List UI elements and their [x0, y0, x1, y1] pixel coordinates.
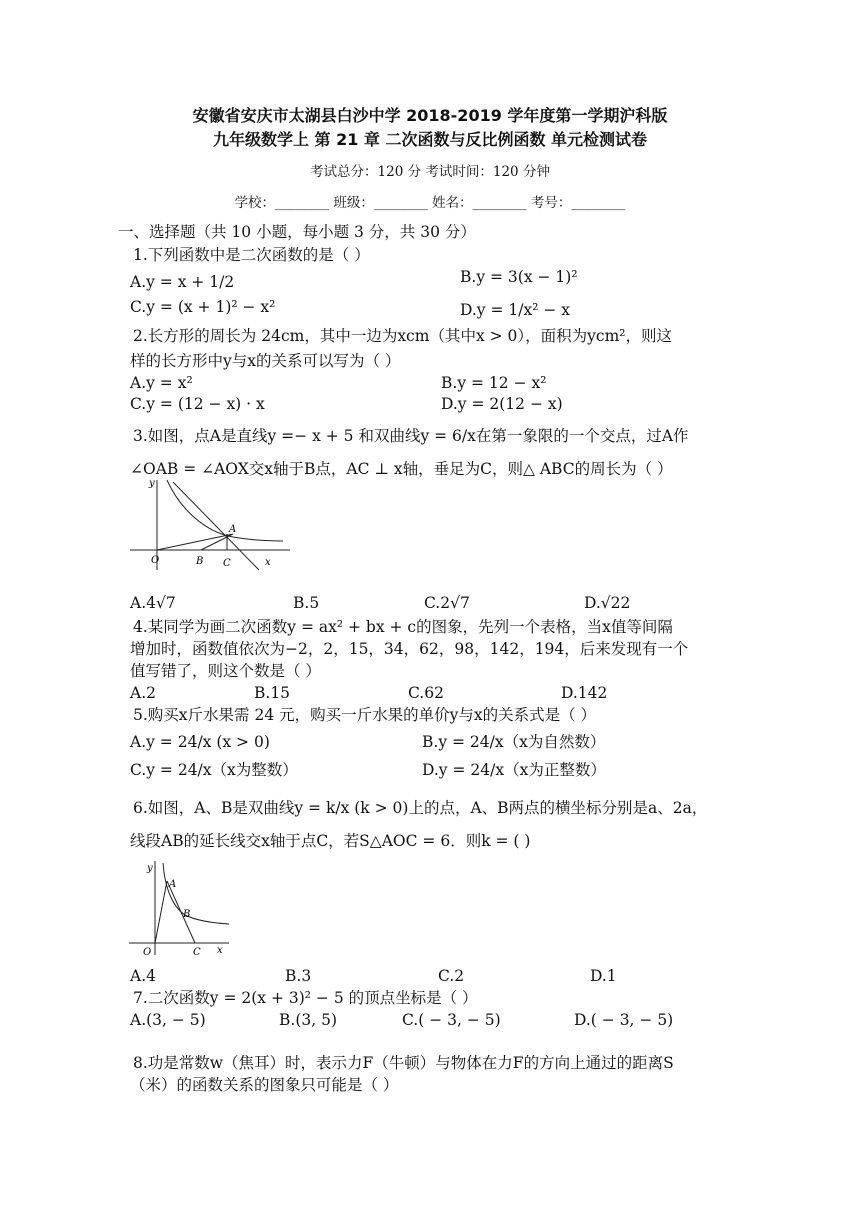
q6-option-b: B.3 [285, 967, 312, 985]
q3-stem-line1: 3.如图，点A是直线y =− x + 5 和双曲线y = 6/x在第一象限的一个交点，过A作 [133, 427, 689, 445]
q6-fig-label-c: C [193, 947, 201, 958]
q8-stem-line1: 8.功是常数w（焦耳）时，表示力F（牛顿）与物体在力F的方向上通过的距离S [133, 1054, 674, 1072]
q3-fig-label-a: A [229, 524, 237, 535]
q5-option-b: B.y = 24/x（x为自然数） [422, 733, 606, 751]
q1-option-c: C.y = (x + 1)² − x² [130, 298, 276, 316]
q6-option-c: C.2 [438, 967, 465, 985]
q6-stem-line2: 线段AB的延长线交x轴于点C，若S△AOC = 6．则k = ( ) [130, 832, 531, 850]
q3-fig-label-b: B [196, 556, 204, 567]
q8-stem-line2: （米）的函数关系的图象只可能是（ ） [130, 1076, 399, 1094]
q6-figure [125, 859, 235, 959]
q4-stem-line2: 增加时，函数值依次为−2，2，15，34，62，98，142，194，后来发现有一个 [130, 640, 689, 658]
q5-stem: 5.购买x斤水果需 24 元，购买一斤水果的单价y与x的关系式是（ ） [133, 706, 597, 724]
q6-fig-label-b: B [183, 909, 191, 920]
q3-fig-label-x: x [265, 557, 271, 568]
q3-option-c: C.2√7 [424, 594, 470, 612]
student-info: 学校：________ 班级：________ 姓名：________ 考号：________ [234, 195, 626, 211]
q3-fig-label-c: C [223, 558, 231, 569]
q4-stem-line1: 4.某同学为画二次函数y = ax² + bx + c的图象，先列一个表格，当x值等间隔 [133, 618, 673, 636]
q6-fig-label-o: O [143, 947, 152, 958]
q6-option-d: D.1 [590, 967, 617, 985]
q2-option-a: A.y = x² [130, 374, 193, 392]
q3-stem-line2: ∠OAB = ∠AOX交x轴于B点，AC ⊥ x轴，垂足为C，则△ ABC的周长为（ ） [130, 460, 673, 478]
q1-option-b: B.y = 3(x − 1)² [460, 268, 578, 286]
q2-stem-line1: 2.长方形的周长为 24cm，其中一边为xcm（其中x > 0），面积为ycm²，则这 [133, 327, 672, 345]
q3-fig-label-o: O [151, 555, 160, 566]
q4-option-d: D.142 [561, 684, 608, 702]
q7-stem: 7.二次函数y = 2(x + 3)² − 5 的顶点坐标是（ ） [133, 989, 478, 1007]
q7-option-c: C.( − 3, − 5) [402, 1011, 501, 1029]
q2-option-d: D.y = 2(12 − x) [441, 395, 563, 413]
q3-option-d: D.√22 [584, 594, 631, 612]
q5-option-a: A.y = 24/x (x > 0) [130, 733, 270, 751]
q7-option-d: D.( − 3, − 5) [574, 1011, 674, 1029]
q4-option-a: A.2 [130, 684, 156, 702]
q5-option-c: C.y = 24/x（x为整数） [130, 761, 298, 779]
q2-stem-line2: 样的长方形中y与x的关系可以写为（ ） [130, 352, 401, 370]
q2-option-b: B.y = 12 − x² [441, 374, 547, 392]
q3-option-a: A.4√7 [130, 594, 176, 612]
q6-fig-label-x: x [217, 945, 223, 956]
section-heading: 一、选择题（共 10 小题，每小题 3 分，共 30 分） [118, 223, 476, 241]
q6-fig-label-a: A [169, 879, 177, 890]
q4-option-b: B.15 [254, 684, 291, 702]
q5-option-d: D.y = 24/x（x为正整数） [422, 761, 606, 779]
q1-option-d: D.y = 1/x² − x [460, 301, 571, 319]
title-line-2: 九年级数学上 第 21 章 二次函数与反比例函数 单元检测试卷 [212, 130, 648, 149]
q6-fig-label-y: y [147, 863, 153, 874]
q4-option-c: C.62 [408, 684, 444, 702]
q3-figure [125, 474, 295, 574]
q2-option-c: C.y = (12 − x) · x [130, 395, 265, 413]
q3-fig-label-y: y [149, 478, 155, 489]
q7-option-b: B.(3, 5) [279, 1011, 337, 1029]
q6-stem-line1: 6.如图，A、B是双曲线y = k/x (k > 0)上的点，A、B两点的横坐标分别是a、2a， [133, 799, 708, 817]
q6-option-a: A.4 [130, 967, 156, 985]
q1-stem: 1.下列函数中是二次函数的是（ ） [133, 246, 370, 264]
q4-stem-line3: 值写错了，则这个数是（ ） [130, 662, 321, 680]
title-line-1: 安徽省安庆市太湖县白沙中学 2018-2019 学年度第一学期沪科版 [192, 106, 668, 125]
q7-option-a: A.(3, − 5) [130, 1011, 206, 1029]
q3-option-b: B.5 [293, 594, 320, 612]
q1-option-a: A.y = x + 1/2 [130, 273, 235, 291]
exam-info: 考试总分：120 分 考试时间：120 分钟 [310, 164, 550, 180]
